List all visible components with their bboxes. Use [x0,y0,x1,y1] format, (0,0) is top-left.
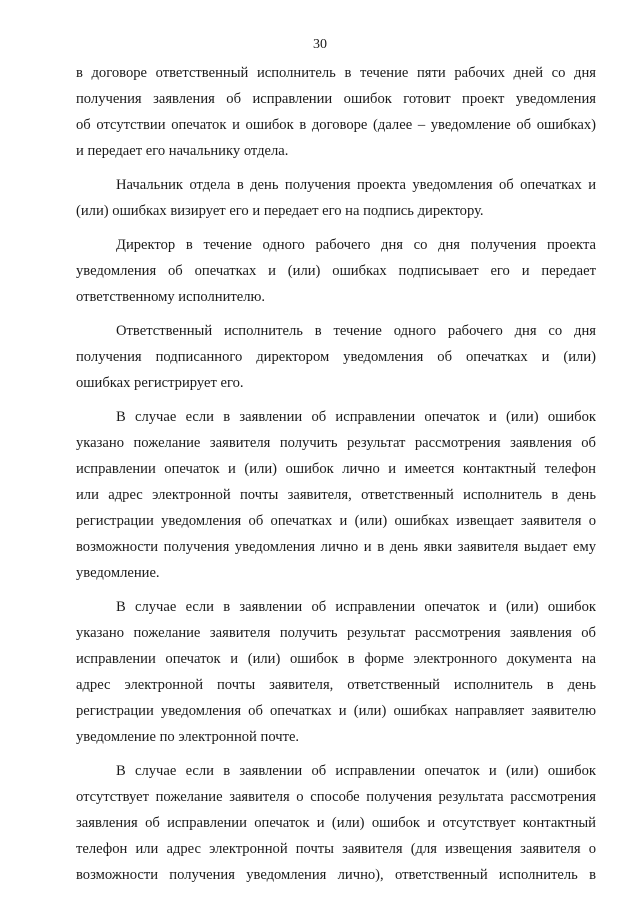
text-line: Ответственный исполнитель в течение одного рабочего дня со дня [116,323,596,339]
text-line: возможности получения уведомления лично), ответственный исполнитель в [76,867,596,883]
document-body [76,60,596,888]
text-line: уведомления об опечатках и (или) ошибках подписывает его и передает [76,263,596,279]
text-line: В случае если в заявлении об исправлении опечаток и (или) ошибок [116,409,596,425]
text-line: заявления об исправлении опечаток и (или) ошибок и отсутствует контактный [76,815,596,831]
paragraph-6 [76,594,596,750]
text-line: ответственному исполнителю. [76,289,266,305]
paragraph-3 [76,232,596,310]
text-line: уведомление. [76,565,160,581]
text-line: исправлении опечаток и (или) ошибок в форме электронного документа на [76,651,596,667]
text-line: адрес электронной почты заявителя, ответственный исполнитель в день [76,677,596,693]
text-line: или адрес электронной почты заявителя, ответственный исполнитель в день [76,487,596,503]
text-line: Директор в течение одного рабочего дня со дня получения проекта [116,237,596,253]
paragraph-1 [76,60,596,164]
text-line: исправлении опечаток и (или) ошибок лично и имеется контактный телефон [76,461,596,477]
paragraph-2 [76,172,596,224]
paragraph-5 [76,404,596,586]
text-line: получения подписанного директором уведомления об опечатках и (или) [76,349,596,365]
text-line: Начальник отдела в день получения проекта уведомления об опечатках и [116,177,596,193]
text-line: возможности получения уведомления лично и в день явки заявителя выдает ему [76,539,596,555]
text-line: регистрации уведомления об опечатках и (или) ошибках извещает заявителя о [76,513,596,529]
page-number: 30 [313,37,327,52]
text-line: указано пожелание заявителя получить результат рассмотрения заявления об [76,435,596,451]
text-line: уведомление по электронной почте. [76,729,300,745]
paragraph-4 [76,318,596,396]
text-line: (или) ошибках визирует его и передает его на подпись директору. [76,203,484,219]
text-line: отсутствует пожелание заявителя о способе получения результата рассмотрения [76,789,596,805]
text-line: регистрации уведомления об опечатках и (или) ошибках направляет заявителю [76,703,596,719]
text-line: и передает его начальнику отдела. [76,143,289,159]
paragraph-7 [76,758,596,888]
text-line: В случае если в заявлении об исправлении опечаток и (или) ошибок [116,599,596,615]
text-line: указано пожелание заявителя получить результат рассмотрения заявления об [76,625,596,641]
text-line: телефон или адрес электронной почты заявителя (для извещения заявителя о [76,841,596,857]
text-line: об отсутствии опечаток и ошибок в договоре (далее – уведомление об ошибках) [76,117,596,133]
text-line: ошибках регистрирует его. [76,375,244,391]
text-line: В случае если в заявлении об исправлении опечаток и (или) ошибок [116,763,596,779]
text-line: в договоре ответственный исполнитель в течение пяти рабочих дней со дня [76,65,596,81]
text-line: получения заявления об исправлении ошибок готовит проект уведомления [76,91,596,107]
